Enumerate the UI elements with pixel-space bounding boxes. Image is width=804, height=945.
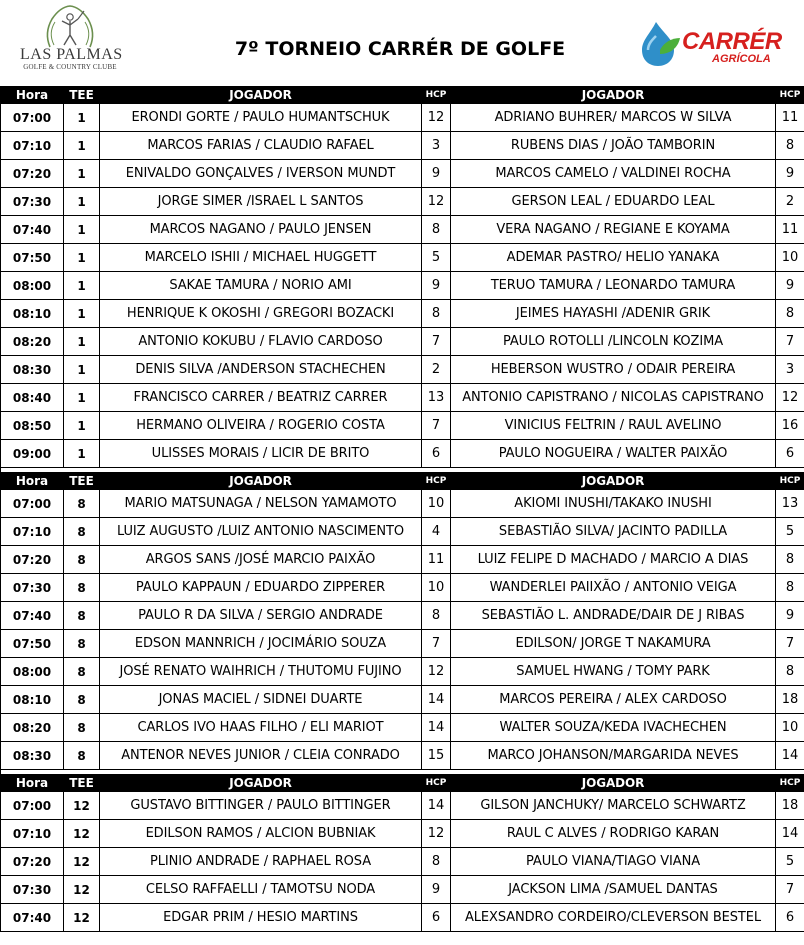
player-pair-cell: GILSON JANCHUKY/ MARCELO SCHWARTZ (451, 792, 776, 820)
handicap-cell: 13 (776, 490, 804, 518)
handicap-cell: 9 (776, 160, 804, 188)
table-row (1, 820, 804, 848)
tee-number-cell: 1 (64, 160, 100, 188)
tee-time-cell: 07:30 (1, 876, 64, 904)
tee-number-cell: 12 (64, 792, 100, 820)
player-pair-cell: MARCO JOHANSON/MARGARIDA NEVES (451, 742, 776, 770)
handicap-cell: 12 (776, 384, 804, 412)
player-pair-cell: PAULO NOGUEIRA / WALTER PAIXÃO (451, 440, 776, 468)
tee-number-cell: 8 (64, 490, 100, 518)
player-pair-cell: LUIZ FELIPE D MACHADO / MARCIO A DIAS (451, 546, 776, 574)
table-row (1, 490, 804, 518)
table-row (1, 602, 804, 630)
table-row (1, 848, 804, 876)
player-pair-cell: PAULO KAPPAUN / EDUARDO ZIPPERER (100, 574, 422, 602)
player-pair-cell: ANTONIO CAPISTRANO / NICOLAS CAPISTRANO (451, 384, 776, 412)
player-pair-cell: HERMANO OLIVEIRA / ROGERIO COSTA (100, 412, 422, 440)
col-header-tee: TEE (64, 775, 100, 792)
handicap-cell: 8 (422, 848, 451, 876)
table-row (1, 714, 804, 742)
table-row (1, 160, 804, 188)
table-row (1, 440, 804, 468)
tee-time-cell: 08:20 (1, 328, 64, 356)
tee-time-cell: 08:00 (1, 658, 64, 686)
table-row (1, 412, 804, 440)
handicap-cell: 8 (422, 300, 451, 328)
tee-time-cell: 07:00 (1, 104, 64, 132)
club-logo (20, 3, 123, 83)
handicap-cell: 8 (776, 658, 804, 686)
club-subtitle: GOLFE & COUNTRY CLUBE (23, 63, 117, 71)
handicap-cell: 8 (776, 300, 804, 328)
handicap-cell: 5 (776, 848, 804, 876)
player-pair-cell: ULISSES MORAIS / LICIR DE BRITO (100, 440, 422, 468)
tee-number-cell: 1 (64, 328, 100, 356)
col-header-hcp: HCP (776, 473, 804, 490)
col-header-jogador: JOGADOR (100, 473, 422, 490)
handicap-cell: 14 (776, 820, 804, 848)
player-pair-cell: SAKAE TAMURA / NORIO AMI (100, 272, 422, 300)
col-header-hcp: HCP (776, 87, 804, 104)
tee-time-cell: 08:10 (1, 686, 64, 714)
table-header-row (1, 473, 804, 490)
golfer-emblem-icon (40, 3, 100, 49)
col-header-tee: TEE (64, 87, 100, 104)
player-pair-cell: SEBASTIÃO L. ANDRADE/DAIR DE J RIBAS (451, 602, 776, 630)
player-pair-cell: CELSO RAFFAELLI / TAMOTSU NODA (100, 876, 422, 904)
tee-number-cell: 1 (64, 356, 100, 384)
table-row (1, 244, 804, 272)
table-row (1, 876, 804, 904)
player-pair-cell: HENRIQUE K OKOSHI / GREGORI BOZACKI (100, 300, 422, 328)
handicap-cell: 11 (422, 546, 451, 574)
tee-number-cell: 12 (64, 876, 100, 904)
player-pair-cell: PAULO VIANA/TIAGO VIANA (451, 848, 776, 876)
player-pair-cell: VINICIUS FELTRIN / RAUL AVELINO (451, 412, 776, 440)
tee-number-cell: 12 (64, 848, 100, 876)
tee-number-cell: 8 (64, 574, 100, 602)
player-pair-cell: FRANCISCO CARRER / BEATRIZ CARRER (100, 384, 422, 412)
handicap-cell: 9 (422, 160, 451, 188)
tee-time-cell: 08:00 (1, 272, 64, 300)
tee-time-cell: 07:10 (1, 132, 64, 160)
handicap-cell: 9 (776, 272, 804, 300)
player-pair-cell: RUBENS DIAS / JOÃO TAMBORIN (451, 132, 776, 160)
tee-number-cell: 12 (64, 820, 100, 848)
tee-number-cell: 1 (64, 272, 100, 300)
tee-time-cell: 08:20 (1, 714, 64, 742)
club-name: LAS PALMAS (20, 46, 123, 63)
player-pair-cell: JACKSON LIMA /SAMUEL DANTAS (451, 876, 776, 904)
handicap-cell: 8 (776, 546, 804, 574)
player-pair-cell: JEIMES HAYASHI /ADENIR GRIK (451, 300, 776, 328)
table-header-row (1, 775, 804, 792)
handicap-cell: 7 (422, 412, 451, 440)
player-pair-cell: CARLOS IVO HAAS FILHO / ELI MARIOT (100, 714, 422, 742)
tee-number-cell: 1 (64, 244, 100, 272)
player-pair-cell: SEBASTIÃO SILVA/ JACINTO PADILLA (451, 518, 776, 546)
col-header-jogador: JOGADOR (100, 87, 422, 104)
tee-number-cell: 1 (64, 384, 100, 412)
handicap-cell: 10 (422, 490, 451, 518)
handicap-cell: 9 (776, 602, 804, 630)
tee-number-cell: 1 (64, 132, 100, 160)
tee-time-cell: 07:00 (1, 490, 64, 518)
player-pair-cell: ALEXSANDRO CORDEIRO/CLEVERSON BESTEL (451, 904, 776, 932)
tee-time-cell: 07:20 (1, 160, 64, 188)
tee-number-cell: 8 (64, 658, 100, 686)
col-header-tee: TEE (64, 473, 100, 490)
handicap-cell: 14 (422, 714, 451, 742)
tee-number-cell: 1 (64, 104, 100, 132)
table-row (1, 574, 804, 602)
player-pair-cell: ERONDI GORTE / PAULO HUMANTSCHUK (100, 104, 422, 132)
player-pair-cell: SAMUEL HWANG / TOMY PARK (451, 658, 776, 686)
player-pair-cell: MARCOS PEREIRA / ALEX CARDOSO (451, 686, 776, 714)
tee-time-cell: 07:40 (1, 602, 64, 630)
player-pair-cell: MARCOS CAMELO / VALDINEI ROCHA (451, 160, 776, 188)
tee-number-cell: 8 (64, 546, 100, 574)
tee-number-cell: 8 (64, 602, 100, 630)
handicap-cell: 3 (422, 132, 451, 160)
player-pair-cell: GUSTAVO BITTINGER / PAULO BITTINGER (100, 792, 422, 820)
handicap-cell: 3 (776, 356, 804, 384)
handicap-cell: 18 (776, 792, 804, 820)
player-pair-cell: PLINIO ANDRADE / RAPHAEL ROSA (100, 848, 422, 876)
page-title: 7º TORNEIO CARRÉR DE GOLFE (234, 38, 566, 60)
table-row (1, 328, 804, 356)
table-row (1, 630, 804, 658)
player-pair-cell: HEBERSON WUSTRO / ODAIR PEREIRA (451, 356, 776, 384)
player-pair-cell: JOSÉ RENATO WAIHRICH / THUTOMU FUJINO (100, 658, 422, 686)
table-row (1, 216, 804, 244)
player-pair-cell: JONAS MACIEL / SIDNEI DUARTE (100, 686, 422, 714)
tee-number-cell: 1 (64, 188, 100, 216)
player-pair-cell: RAUL C ALVES / RODRIGO KARAN (451, 820, 776, 848)
table-row (1, 272, 804, 300)
tee-time-cell: 08:30 (1, 356, 64, 384)
handicap-cell: 11 (776, 104, 804, 132)
tee-number-cell: 1 (64, 216, 100, 244)
tee-time-cell: 08:10 (1, 300, 64, 328)
table-row (1, 104, 804, 132)
handicap-cell: 7 (776, 630, 804, 658)
table-row (1, 384, 804, 412)
handicap-cell: 12 (422, 820, 451, 848)
player-pair-cell: MARCELO ISHII / MICHAEL HUGGETT (100, 244, 422, 272)
handicap-cell: 6 (422, 440, 451, 468)
tee-time-cell: 07:00 (1, 792, 64, 820)
table-header-row (1, 87, 804, 104)
table-row (1, 792, 804, 820)
handicap-cell: 6 (776, 904, 804, 932)
player-pair-cell: PAULO R DA SILVA / SERGIO ANDRADE (100, 602, 422, 630)
handicap-cell: 12 (422, 188, 451, 216)
col-header-hora: Hora (1, 775, 64, 792)
handicap-cell: 10 (776, 244, 804, 272)
handicap-cell: 7 (776, 876, 804, 904)
handicap-cell: 9 (422, 272, 451, 300)
player-pair-cell: VERA NAGANO / REGIANE E KOYAMA (451, 216, 776, 244)
col-header-hcp: HCP (422, 473, 451, 490)
player-pair-cell: JORGE SIMER /ISRAEL L SANTOS (100, 188, 422, 216)
tee-time-table (0, 86, 804, 932)
player-pair-cell: EDGAR PRIM / HESIO MARTINS (100, 904, 422, 932)
player-pair-cell: EDILSON/ JORGE T NAKAMURA (451, 630, 776, 658)
col-header-jogador: JOGADOR (451, 87, 776, 104)
handicap-cell: 4 (422, 518, 451, 546)
player-pair-cell: LUIZ AUGUSTO /LUIZ ANTONIO NASCIMENTO (100, 518, 422, 546)
handicap-cell: 2 (422, 356, 451, 384)
col-header-jogador: JOGADOR (100, 775, 422, 792)
player-pair-cell: ENIVALDO GONÇALVES / IVERSON MUNDT (100, 160, 422, 188)
tee-time-cell: 07:20 (1, 848, 64, 876)
brand-name: CARRÉR (682, 28, 782, 55)
tee-time-cell: 07:40 (1, 904, 64, 932)
table-row (1, 518, 804, 546)
handicap-cell: 5 (422, 244, 451, 272)
player-pair-cell: EDSON MANNRICH / JOCIMÁRIO SOUZA (100, 630, 422, 658)
table-row (1, 546, 804, 574)
tee-number-cell: 8 (64, 630, 100, 658)
player-pair-cell: ANTONIO KOKUBU / FLAVIO CARDOSO (100, 328, 422, 356)
player-pair-cell: DENIS SILVA /ANDERSON STACHECHEN (100, 356, 422, 384)
page-header (0, 0, 804, 84)
col-header-hcp: HCP (422, 775, 451, 792)
tee-number-cell: 8 (64, 742, 100, 770)
col-header-jogador: JOGADOR (451, 775, 776, 792)
player-pair-cell: ADEMAR PASTRO/ HELIO YANAKA (451, 244, 776, 272)
table-row (1, 300, 804, 328)
table-row (1, 686, 804, 714)
player-pair-cell: MARCOS NAGANO / PAULO JENSEN (100, 216, 422, 244)
tee-time-cell: 07:30 (1, 574, 64, 602)
table-row (1, 658, 804, 686)
handicap-cell: 14 (422, 792, 451, 820)
player-pair-cell: PAULO ROTOLLI /LINCOLN KOZIMA (451, 328, 776, 356)
player-pair-cell: GERSON LEAL / EDUARDO LEAL (451, 188, 776, 216)
handicap-cell: 6 (422, 904, 451, 932)
handicap-cell: 2 (776, 188, 804, 216)
tee-time-cell: 08:30 (1, 742, 64, 770)
handicap-cell: 18 (776, 686, 804, 714)
handicap-cell: 8 (776, 132, 804, 160)
brand-subtitle: AGRÍCOLA (712, 53, 771, 65)
handicap-cell: 11 (776, 216, 804, 244)
player-pair-cell: AKIOMI INUSHI/TAKAKO INUSHI (451, 490, 776, 518)
tee-number-cell: 8 (64, 518, 100, 546)
player-pair-cell: MARCOS FARIAS / CLAUDIO RAFAEL (100, 132, 422, 160)
col-header-hora: Hora (1, 473, 64, 490)
handicap-cell: 9 (422, 876, 451, 904)
table-row (1, 356, 804, 384)
player-pair-cell: WANDERLEI PAIIXÃO / ANTONIO VEIGA (451, 574, 776, 602)
handicap-cell: 13 (422, 384, 451, 412)
tee-time-cell: 07:40 (1, 216, 64, 244)
handicap-cell: 7 (422, 328, 451, 356)
tee-time-cell: 07:20 (1, 546, 64, 574)
tee-number-cell: 1 (64, 300, 100, 328)
handicap-cell: 7 (422, 630, 451, 658)
col-header-hcp: HCP (422, 87, 451, 104)
tee-time-cell: 07:50 (1, 244, 64, 272)
tee-number-cell: 1 (64, 412, 100, 440)
handicap-cell: 14 (422, 686, 451, 714)
col-header-hora: Hora (1, 87, 64, 104)
table-row (1, 188, 804, 216)
brand-logo (640, 20, 790, 70)
handicap-cell: 7 (776, 328, 804, 356)
handicap-cell: 8 (776, 574, 804, 602)
player-pair-cell: WALTER SOUZA/KEDA IVACHECHEN (451, 714, 776, 742)
player-pair-cell: EDILSON RAMOS / ALCION BUBNIAK (100, 820, 422, 848)
water-drop-icon (640, 20, 684, 68)
tee-time-cell: 07:30 (1, 188, 64, 216)
tee-number-cell: 8 (64, 686, 100, 714)
handicap-cell: 8 (422, 216, 451, 244)
table-row (1, 904, 804, 932)
tee-time-cell: 07:10 (1, 820, 64, 848)
handicap-cell: 8 (422, 602, 451, 630)
player-pair-cell: TERUO TAMURA / LEONARDO TAMURA (451, 272, 776, 300)
handicap-cell: 14 (776, 742, 804, 770)
player-pair-cell: MARIO MATSUNAGA / NELSON YAMAMOTO (100, 490, 422, 518)
tee-number-cell: 1 (64, 440, 100, 468)
handicap-cell: 10 (776, 714, 804, 742)
table-row (1, 742, 804, 770)
handicap-cell: 16 (776, 412, 804, 440)
tee-time-cell: 07:50 (1, 630, 64, 658)
handicap-cell: 12 (422, 104, 451, 132)
table-row (1, 132, 804, 160)
tee-time-cell: 08:40 (1, 384, 64, 412)
player-pair-cell: ADRIANO BUHRER/ MARCOS W SILVA (451, 104, 776, 132)
handicap-cell: 15 (422, 742, 451, 770)
tee-time-cell: 08:50 (1, 412, 64, 440)
tee-number-cell: 12 (64, 904, 100, 932)
handicap-cell: 12 (422, 658, 451, 686)
tee-number-cell: 8 (64, 714, 100, 742)
handicap-cell: 5 (776, 518, 804, 546)
col-header-hcp: HCP (776, 775, 804, 792)
player-pair-cell: ARGOS SANS /JOSÉ MARCIO PAIXÃO (100, 546, 422, 574)
handicap-cell: 6 (776, 440, 804, 468)
tee-time-cell: 07:10 (1, 518, 64, 546)
col-header-jogador: JOGADOR (451, 473, 776, 490)
tee-time-cell: 09:00 (1, 440, 64, 468)
player-pair-cell: ANTENOR NEVES JUNIOR / CLEIA CONRADO (100, 742, 422, 770)
handicap-cell: 10 (422, 574, 451, 602)
